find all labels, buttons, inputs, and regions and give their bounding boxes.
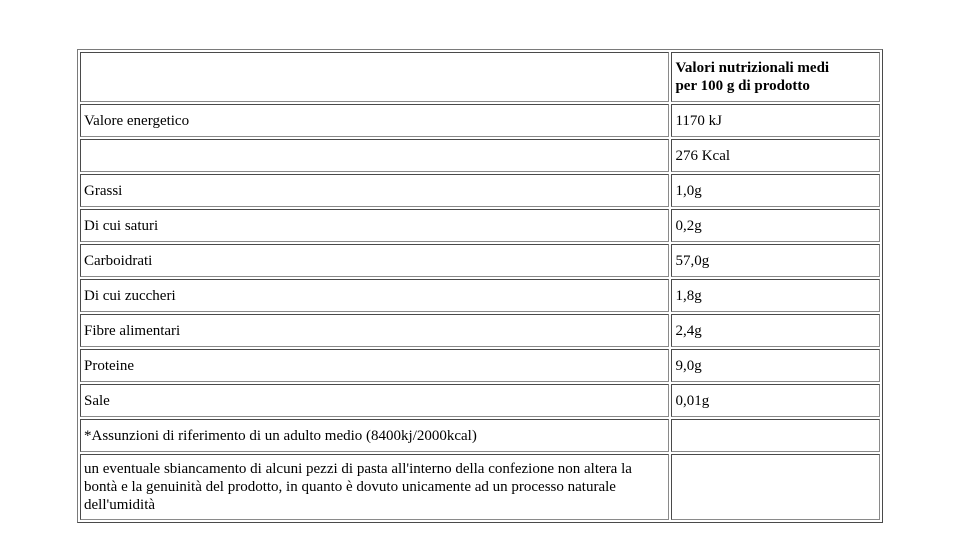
nutrient-value: 276 Kcal: [671, 139, 880, 172]
table-row: [80, 174, 880, 207]
reference-note-row: [80, 419, 880, 452]
header-label-cell: [80, 52, 669, 102]
nutrient-label: Fibre alimentari: [80, 314, 669, 347]
nutrient-label: Di cui zuccheri: [80, 279, 669, 312]
nutrient-value: 1,8g: [671, 279, 880, 312]
table-row: [80, 384, 880, 417]
nutrient-value: 9,0g: [671, 349, 880, 382]
nutrient-label: Di cui saturi: [80, 209, 669, 242]
table-row: [80, 209, 880, 242]
table-row: [80, 104, 880, 137]
header-title-line1: Valori nutrizionali medi: [675, 60, 830, 76]
header-value-cell: [671, 52, 880, 102]
header-title-line2: per 100 g di prodotto: [675, 78, 810, 94]
table-row: [80, 279, 880, 312]
nutrient-value: 0,2g: [671, 209, 880, 242]
nutrient-value: 1,0g: [671, 174, 880, 207]
nutrition-table-container: [77, 49, 883, 523]
nutrient-label: Proteine: [80, 349, 669, 382]
bleaching-note: un eventuale sbiancamento di alcuni pezzi di pasta all'interno della confezione non altera la bontà e la genuinità del prodotto, in quanto è dovuto unicamente ad un processo naturale dell'umidità: [80, 454, 669, 520]
nutrient-value: 57,0g: [671, 244, 880, 277]
nutrient-label: Carboidrati: [80, 244, 669, 277]
table-row: [80, 314, 880, 347]
empty-cell: [671, 454, 880, 520]
nutrient-value: 2,4g: [671, 314, 880, 347]
table-row: [80, 244, 880, 277]
nutrient-label: Valore energetico: [80, 104, 669, 137]
empty-cell: [671, 419, 880, 452]
nutrition-table: [77, 49, 883, 523]
table-header-row: [80, 52, 880, 102]
reference-note: *Assunzioni di riferimento di un adulto medio (8400kj/2000kcal): [80, 419, 669, 452]
bleaching-note-row: [80, 454, 880, 520]
nutrient-label: Sale: [80, 384, 669, 417]
table-row: [80, 349, 880, 382]
nutrient-value: 0,01g: [671, 384, 880, 417]
table-row: [80, 139, 880, 172]
nutrient-label: [80, 139, 669, 172]
nutrient-label: Grassi: [80, 174, 669, 207]
nutrient-value: 1170 kJ: [671, 104, 880, 137]
